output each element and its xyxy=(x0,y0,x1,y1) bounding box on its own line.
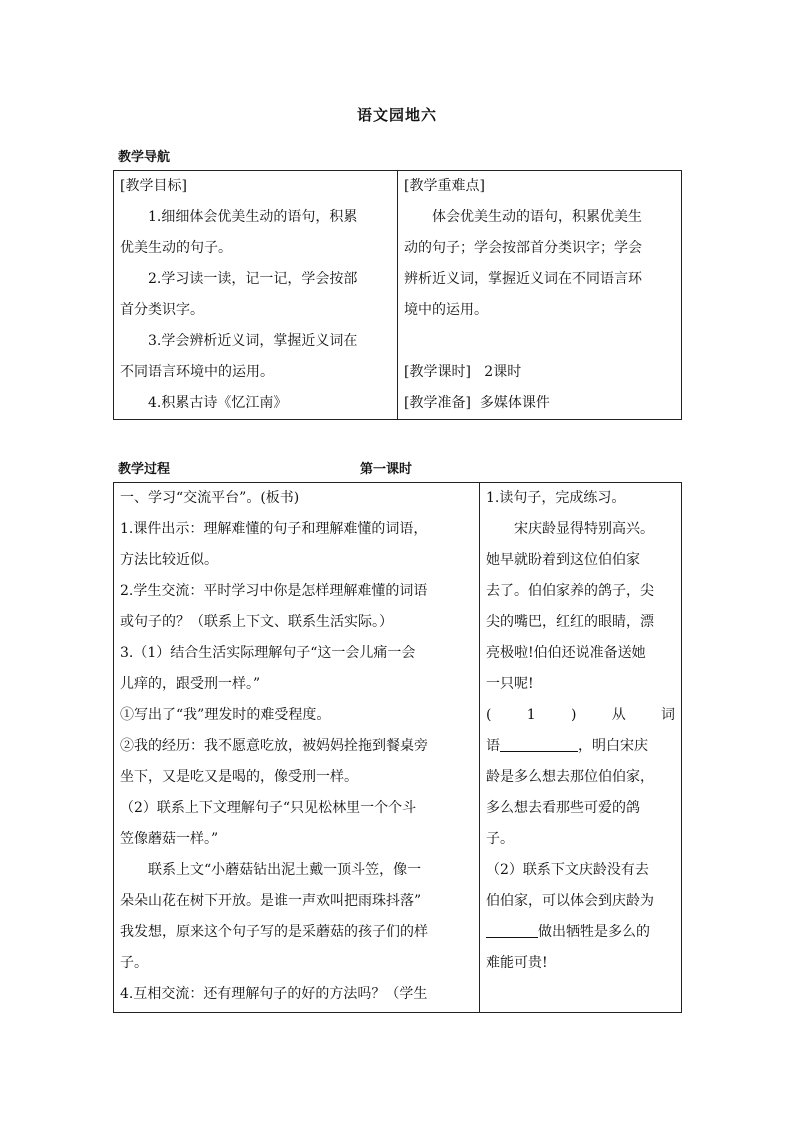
exercise-line: 去了。伯伯家养的鸽子，尖 xyxy=(486,583,654,599)
process-line: 3.（1）结合生活实际理解句子“这一会儿痛一会 xyxy=(120,645,416,661)
goals-line: 首分类识字。 xyxy=(120,302,204,318)
process-line: 儿痒的，跟受刑一样。” xyxy=(120,676,261,692)
process-line: 或句子的？（联系上下文、联系生活实际。） xyxy=(120,614,393,630)
goals-line: 优美生动的句子。 xyxy=(120,240,232,256)
page-title: 语文园地六 xyxy=(356,106,437,124)
lesson-title: 第一课时 xyxy=(360,462,413,477)
exercise-line: 尖的嘴巴，红红的眼睛，漂 xyxy=(486,614,654,630)
key-points-line: 辨析近义词，掌握近义词在不同语言环 xyxy=(404,271,642,287)
question-2-line: 难能可贵! xyxy=(486,955,548,971)
teaching-nav-label: 教学导航 xyxy=(118,150,171,165)
goals-line: 2.学习读一读，记一记，学会按部 xyxy=(148,271,358,287)
goals-line: 3.学会辨析近义词，掌握近义词在 xyxy=(148,333,358,349)
exercise-line: 龄是多么想去那位伯伯家， xyxy=(486,769,654,785)
goals-cell xyxy=(114,171,398,420)
question-1-line xyxy=(486,700,675,731)
q1-word-ci: 词 xyxy=(660,707,675,723)
goals-header: [教学目标] xyxy=(120,178,187,194)
q1-word-from: 从 xyxy=(611,707,626,723)
teaching-nav-table xyxy=(113,170,682,420)
question-2-line: （2）联系下文庆龄没有去 xyxy=(486,862,649,878)
process-line: 联系上文“小蘑菇钻出泥土戴一顶斗笠，像一 xyxy=(148,862,422,878)
hours-row xyxy=(404,357,675,388)
q1-paren-open: ( xyxy=(486,707,492,723)
q2-suffix: 做出牺牲是多么的 xyxy=(538,924,650,940)
process-line: 方法比较近似。 xyxy=(120,552,218,568)
question-2-line: 伯伯家，可以体会到庆龄为 xyxy=(486,893,654,909)
key-points-line: 动的句子；学会按部首分类识字；学会 xyxy=(404,240,642,256)
key-points-cell xyxy=(398,171,682,420)
exercise-line: 她早就盼着到这位伯伯家 xyxy=(486,552,640,568)
hours-value: 2课时 xyxy=(484,364,522,380)
q1-paren-close: ) xyxy=(570,707,577,723)
key-points-line: 境中的运用。 xyxy=(404,302,488,318)
process-line: ②我的经历：我不愿意吃放，被妈妈拴拖到餐桌旁 xyxy=(120,738,428,754)
question-1-blank-line xyxy=(486,731,675,762)
answer-blank-1[interactable] xyxy=(500,733,578,752)
answer-blank-2[interactable] xyxy=(486,919,538,938)
process-line: 我发想，原来这个句子写的是采蘑菇的孩子们的样 xyxy=(120,924,428,940)
teaching-process-table xyxy=(113,482,682,1013)
goals-line: 1.细细体会优美生动的语句，积累 xyxy=(148,209,358,225)
exercise-line: 多么想去看那些可爱的鸽 xyxy=(486,800,640,816)
prep-row xyxy=(404,388,675,419)
key-points-header: [教学重难点] xyxy=(404,178,485,194)
exercise-line: 亮极啦!伯伯还说准备送她 xyxy=(486,645,646,661)
teaching-process-label: 教学过程 xyxy=(118,462,171,477)
process-line: 一、学习“交流平台”。(板书) xyxy=(120,490,300,506)
process-line: 笠像蘑菇一样。” xyxy=(120,831,219,847)
prep-value: 多媒体课件 xyxy=(479,395,550,411)
process-line: 4.互相交流：还有理解句子的好的方法吗？（学生 xyxy=(120,986,428,1002)
goals-line: 不同语言环境中的运用。 xyxy=(120,364,274,380)
process-line: 1.课件出示：理解难懂的句子和理解难懂的词语， xyxy=(120,521,428,537)
process-line: 子。 xyxy=(120,955,148,971)
process-line: （2）联系上下文理解句子“只见松林里一个个斗 xyxy=(120,800,417,816)
exercise-cell xyxy=(480,483,682,1013)
exercise-line: 子。 xyxy=(486,831,514,847)
question-2-blank-line xyxy=(486,917,675,948)
process-line: 坐下，又是吃又是喝的，像受刑一样。 xyxy=(120,769,358,785)
process-main-cell xyxy=(114,483,480,1013)
q1-prefix: 语 xyxy=(486,738,500,754)
exercise-line: 1.读句子，完成练习。 xyxy=(486,490,626,506)
q1-suffix: ，明白宋庆 xyxy=(578,738,648,754)
goals-line: 4.积累古诗《忆江南》 xyxy=(148,395,288,411)
exercise-line: 一只呢! xyxy=(486,676,534,692)
process-line: ①写出了“我”理发时的难受程度。 xyxy=(120,707,331,723)
process-line: 2.学生交流：平时学习中你是怎样理解难懂的词语 xyxy=(120,583,428,599)
key-points-line: 体会优美生动的语句，积累优美生 xyxy=(432,209,642,225)
hours-label: [教学课时] xyxy=(404,364,471,380)
exercise-line: 宋庆龄显得特别高兴。 xyxy=(514,521,654,537)
process-line: 朵朵山花在树下开放。是谁一声欢叫把雨珠抖落” xyxy=(120,893,422,909)
prep-label: [教学准备] xyxy=(404,395,471,411)
q1-number: 1 xyxy=(526,707,536,723)
